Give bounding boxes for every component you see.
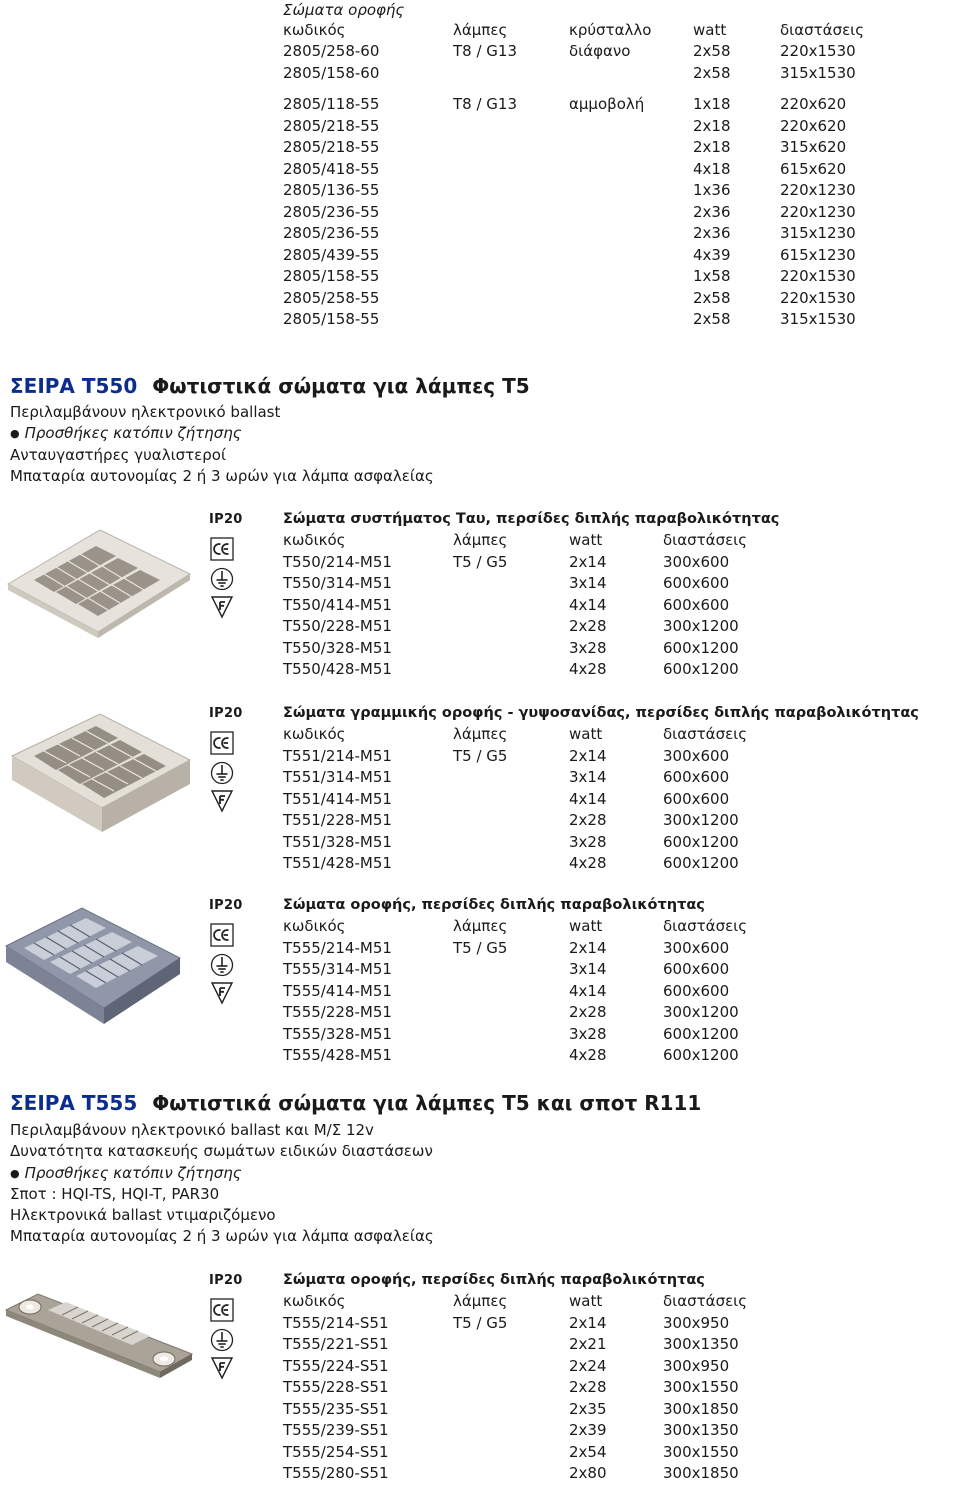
table-cell: 2x58 — [693, 310, 731, 328]
f-mark-icon — [210, 981, 234, 1005]
table-cell: 3x28 — [569, 832, 607, 851]
table-cell: T555/224-S51 — [283, 1356, 389, 1375]
table-cell: T555/214-S51 — [283, 1313, 389, 1332]
table-cell: 4x39 — [693, 245, 731, 264]
earth-symbol-icon — [210, 953, 234, 977]
table-cell: 3x28 — [569, 1024, 607, 1043]
series-note-text: Μπαταρία αυτονομίας 2 ή 3 ωρών για λάμπα ασφαλείας — [10, 1227, 434, 1246]
table-cell: 2x18 — [693, 116, 731, 135]
ip-rating: IP20 — [209, 512, 243, 527]
table-cell: 2805/136-55 — [283, 181, 380, 199]
col-header: watt — [569, 531, 603, 549]
series-note-line — [10, 1205, 434, 1226]
table-cell: 1x18 — [693, 95, 731, 113]
series-t550-heading — [10, 373, 530, 399]
table-cell: 300x600 — [663, 938, 730, 957]
series-note-text: Σποτ : HQI-TS, HQI-T, PAR30 — [10, 1184, 220, 1203]
f-mark-icon — [210, 1356, 234, 1380]
table-cell: 600x600 — [663, 768, 730, 786]
col-header: watt — [569, 917, 603, 935]
series-note-line — [10, 1120, 434, 1141]
table-cell: 300x1550 — [663, 1442, 739, 1461]
table-cell: 600x600 — [663, 981, 730, 1000]
luminaire-image — [4, 1290, 194, 1380]
f-mark-icon — [210, 789, 234, 813]
series-note-text: Δυνατότητα κατασκευής σωμάτων ειδικών διαστάσεων — [10, 1142, 433, 1161]
series-t555-code: ΣΕΙΡΑ Τ555 — [10, 1091, 138, 1115]
table-cell: T8 / G13 — [453, 95, 518, 113]
table-cell: T5 / G5 — [453, 1313, 508, 1332]
product-title: Σώματα συστήματος Ταυ, περσίδες διπλής παραβολικότητας — [283, 511, 780, 527]
table-cell: 2x28 — [569, 617, 607, 635]
table-cell: 3x14 — [569, 574, 607, 592]
table-cell: T555/228-S51 — [283, 1378, 389, 1396]
table-cell: 2x35 — [569, 1399, 607, 1418]
col-header: διαστάσεις — [663, 1292, 748, 1310]
table-cell: T555/328-M51 — [283, 1024, 392, 1043]
col-header: διαστάσεις — [663, 917, 748, 935]
table-cell: T555/239-S51 — [283, 1421, 389, 1439]
col-header: λάμπες — [453, 531, 508, 549]
table-cell: 300x1850 — [663, 1464, 739, 1482]
table-cell: T555/428-M51 — [283, 1046, 392, 1064]
col-header: κωδικός — [283, 917, 346, 935]
col-header: λάμπες — [453, 725, 508, 743]
table-cell: 2x36 — [693, 224, 731, 242]
col-header: watt — [569, 1292, 603, 1310]
table-cell: 220x1230 — [780, 202, 856, 221]
series-note-line — [10, 1226, 434, 1247]
table-cell: 2x28 — [569, 1378, 607, 1396]
series-note-text: Ανταυγαστήρες γυαλιστεροί — [10, 445, 227, 464]
table-cell: 220x620 — [780, 116, 847, 135]
top-section-title: Σώματα οροφής — [283, 1, 405, 19]
col-header: λάμπες — [453, 917, 508, 935]
table-cell: 300x600 — [663, 552, 730, 571]
table-cell: 300x1200 — [663, 811, 739, 829]
table-cell: 4x18 — [693, 159, 731, 178]
table-cell: 600x600 — [663, 960, 730, 978]
table-cell: 2x14 — [569, 938, 607, 957]
series-note-line — [10, 423, 434, 444]
table-cell: T551/228-M51 — [283, 811, 392, 829]
table-cell: 4x28 — [569, 854, 607, 872]
table-cell: T551/414-M51 — [283, 789, 392, 808]
table-cell: 2x14 — [569, 1313, 607, 1332]
table-cell: T550/414-M51 — [283, 595, 392, 614]
series-t550-code: ΣΕΙΡΑ Τ550 — [10, 374, 138, 398]
table-cell: 2x14 — [569, 552, 607, 571]
table-cell: 2x58 — [693, 63, 731, 82]
luminaire-image — [4, 904, 182, 1026]
table-cell: 600x1200 — [663, 832, 739, 851]
table-cell: 615x620 — [780, 159, 847, 178]
table-cell: 315x620 — [780, 138, 847, 156]
table-cell: T551/314-M51 — [283, 768, 392, 786]
table-cell: 300x600 — [663, 746, 730, 765]
table-cell: 300x950 — [663, 1356, 730, 1375]
ce-mark-icon — [210, 537, 234, 561]
table-cell: 220x1530 — [780, 267, 856, 285]
table-cell: 3x28 — [569, 638, 607, 657]
table-cell: 2805/158-55 — [283, 267, 380, 285]
table-cell: 600x1200 — [663, 660, 739, 678]
table-cell: T555/221-S51 — [283, 1335, 389, 1353]
ce-mark-icon — [210, 731, 234, 755]
earth-symbol-icon — [210, 1328, 234, 1352]
product-title: Σώματα γραμμικής οροφής - γυψοσανίδας, περσίδες διπλής παραβολικότητας — [283, 705, 919, 721]
series-t550-notes — [10, 402, 434, 487]
table-cell: 4x14 — [569, 789, 607, 808]
series-note-line — [10, 1184, 434, 1205]
ip-rating: IP20 — [209, 706, 243, 721]
table-cell: 2x14 — [569, 746, 607, 765]
f-mark-icon — [210, 595, 234, 619]
table-cell: T5 / G5 — [453, 746, 508, 765]
table-cell: 300x1350 — [663, 1421, 739, 1439]
table-cell: 2x24 — [569, 1356, 607, 1375]
table-cell: 2805/236-55 — [283, 202, 380, 221]
series-note-text: Προσθήκες κατόπιν ζήτησης — [24, 424, 242, 443]
table-cell: 2805/418-55 — [283, 159, 380, 178]
table-cell: T550/428-M51 — [283, 660, 392, 678]
table-cell: 2x80 — [569, 1464, 607, 1482]
table-cell: 600x1200 — [663, 854, 739, 872]
table-cell: 2x21 — [569, 1335, 607, 1353]
table-cell: T550/214-M51 — [283, 552, 392, 571]
table-cell: 2805/218-55 — [283, 138, 380, 156]
series-t555-subtitle: Φωτιστικά σώματα για λάμπες Τ5 και σποτ R111 — [152, 1091, 702, 1115]
table-cell: T5 / G5 — [453, 552, 508, 571]
series-note-text: Ηλεκτρονικά ballast ντιμαριζόμενο — [10, 1206, 276, 1225]
table-cell: 315x1530 — [780, 63, 856, 82]
luminaire-image — [8, 710, 194, 835]
table-cell: T550/314-M51 — [283, 574, 392, 592]
col-header: watt — [569, 725, 603, 743]
table-cell: 220x1530 — [780, 42, 856, 60]
table-cell: T550/328-M51 — [283, 638, 392, 657]
table-cell: διάφανο — [569, 42, 631, 60]
table-cell: 300x1200 — [663, 1003, 739, 1021]
table-cell: 2805/258-60 — [283, 42, 380, 60]
table-cell: 300x950 — [663, 1313, 730, 1332]
table-cell: 4x28 — [569, 660, 607, 678]
table-cell: 4x14 — [569, 595, 607, 614]
series-t555-heading — [10, 1090, 701, 1116]
table-cell: 220x1530 — [780, 288, 856, 307]
table-cell: T8 / G13 — [453, 42, 518, 60]
table-cell: 2805/118-55 — [283, 95, 380, 113]
table-cell: 2x28 — [569, 1003, 607, 1021]
table-cell: 300x1350 — [663, 1335, 739, 1353]
table-cell: 3x14 — [569, 768, 607, 786]
col-header: κωδικός — [283, 725, 346, 743]
col-header-lamps: λάμπες — [453, 21, 508, 39]
table-cell: T555/280-S51 — [283, 1464, 389, 1482]
earth-symbol-icon — [210, 567, 234, 591]
table-cell: 600x1200 — [663, 1046, 739, 1064]
table-cell: 600x600 — [663, 574, 730, 592]
table-cell: T5 / G5 — [453, 938, 508, 957]
ip-rating: IP20 — [209, 1273, 243, 1288]
table-cell: 600x600 — [663, 595, 730, 614]
series-note-text: Μπαταρία αυτονομίας 2 ή 3 ωρών για λάμπα ασφαλείας — [10, 466, 434, 485]
luminaire-image — [4, 518, 194, 638]
product-title: Σώματα οροφής, περσίδες διπλής παραβολικότητας — [283, 897, 705, 913]
table-cell: 600x1200 — [663, 638, 739, 657]
table-cell: 1x36 — [693, 181, 731, 199]
col-header-dimensions: διαστάσεις — [780, 21, 865, 39]
table-cell: 2805/236-55 — [283, 224, 380, 242]
table-cell: 2805/258-55 — [283, 288, 380, 307]
series-note-line — [10, 1163, 434, 1184]
table-cell: T555/254-S51 — [283, 1442, 389, 1461]
table-cell: 220x620 — [780, 95, 847, 113]
table-cell: 2805/158-55 — [283, 310, 380, 328]
table-cell: 615x1230 — [780, 245, 856, 264]
table-cell: 4x28 — [569, 1046, 607, 1064]
table-cell: T551/328-M51 — [283, 832, 392, 851]
series-note-line — [10, 402, 434, 423]
table-cell: 300x1200 — [663, 617, 739, 635]
table-cell: T551/214-M51 — [283, 746, 392, 765]
table-cell: 315x1530 — [780, 310, 856, 328]
col-header-watt: watt — [693, 21, 727, 39]
earth-symbol-icon — [210, 761, 234, 785]
table-cell: T555/414-M51 — [283, 981, 392, 1000]
table-cell: 315x1230 — [780, 224, 856, 242]
table-cell: 2805/218-55 — [283, 116, 380, 135]
col-header-code: κωδικός — [283, 21, 346, 39]
col-header: κωδικός — [283, 531, 346, 549]
table-cell: 2x39 — [569, 1421, 607, 1439]
col-header: διαστάσεις — [663, 725, 748, 743]
series-note-line — [10, 1141, 434, 1162]
table-cell: 2x28 — [569, 811, 607, 829]
ce-mark-icon — [210, 1298, 234, 1322]
table-cell: T555/314-M51 — [283, 960, 392, 978]
table-cell: 2x58 — [693, 42, 731, 60]
series-note-text: Περιλαμβάνουν ηλεκτρονικό ballast — [10, 403, 281, 421]
table-cell: 2x36 — [693, 202, 731, 221]
table-cell: 2x18 — [693, 138, 731, 156]
table-cell: 1x58 — [693, 267, 731, 285]
col-header-crystal: κρύσταλλο — [569, 21, 652, 39]
table-cell: 2x58 — [693, 288, 731, 307]
table-cell: 2805/158-60 — [283, 63, 380, 82]
table-cell: T555/228-M51 — [283, 1003, 392, 1021]
ce-mark-icon — [210, 923, 234, 947]
table-cell: 220x1230 — [780, 181, 856, 199]
col-header: λάμπες — [453, 1292, 508, 1310]
table-cell: 2805/439-55 — [283, 245, 380, 264]
table-cell: 4x14 — [569, 981, 607, 1000]
table-cell: T555/214-M51 — [283, 938, 392, 957]
series-t550-subtitle: Φωτιστικά σώματα για λάμπες Τ5 — [152, 374, 530, 398]
ip-rating: IP20 — [209, 898, 243, 913]
product-title: Σώματα οροφής, περσίδες διπλής παραβολικότητας — [283, 1272, 705, 1288]
table-cell: 300x1550 — [663, 1378, 739, 1396]
table-cell: T555/235-S51 — [283, 1399, 389, 1418]
series-t555-notes — [10, 1120, 434, 1248]
series-note-line — [10, 466, 434, 487]
table-cell: 3x14 — [569, 960, 607, 978]
table-cell: αμμοβολή — [569, 95, 645, 113]
series-note-text: Προσθήκες κατόπιν ζήτησης — [24, 1163, 242, 1182]
series-note-text: Περιλαμβάνουν ηλεκτρονικό ballast και Μ/Σ 12v — [10, 1121, 374, 1139]
series-note-line — [10, 445, 434, 466]
table-cell: T551/428-M51 — [283, 854, 392, 872]
table-cell: 600x1200 — [663, 1024, 739, 1043]
table-cell: 2x54 — [569, 1442, 607, 1461]
table-cell: T550/228-M51 — [283, 617, 392, 635]
table-cell: 600x600 — [663, 789, 730, 808]
col-header: διαστάσεις — [663, 531, 748, 549]
table-cell: 300x1850 — [663, 1399, 739, 1418]
col-header: κωδικός — [283, 1292, 346, 1310]
